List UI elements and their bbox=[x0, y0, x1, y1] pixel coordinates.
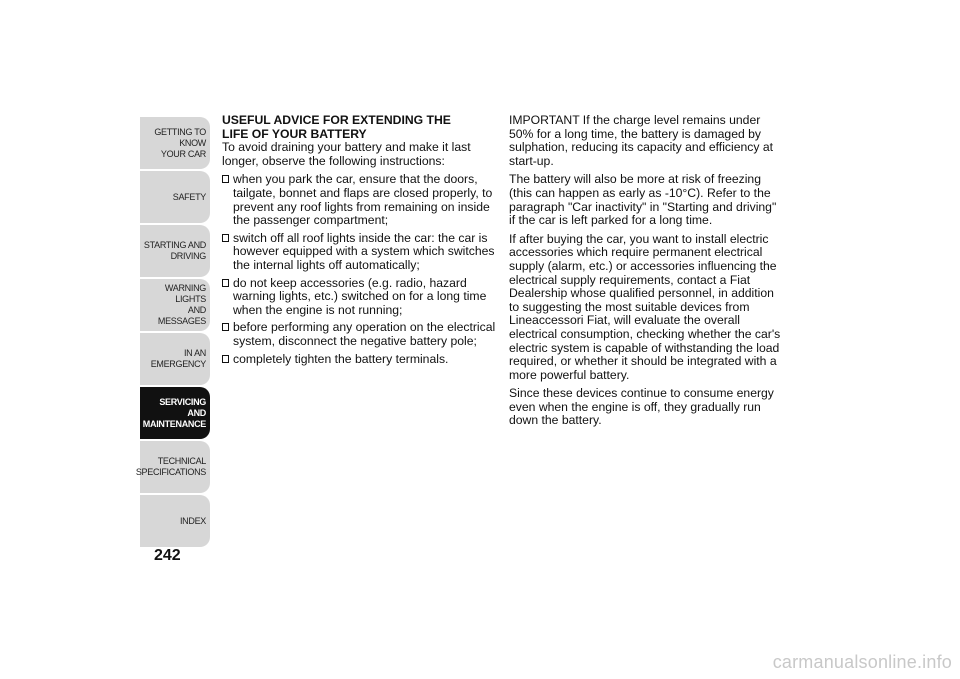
tab-label-line2: YOUR CAR bbox=[160, 148, 206, 159]
list-item bbox=[222, 173, 497, 227]
list-item bbox=[222, 353, 497, 367]
tab-label-line1: TECHNICAL bbox=[157, 456, 206, 466]
right-column bbox=[509, 114, 784, 433]
chapter-sidebar bbox=[135, 117, 210, 549]
section-heading-line1: USEFUL ADVICE FOR EXTENDING THE bbox=[222, 113, 451, 127]
checkbox-bullet-icon bbox=[222, 234, 229, 242]
list-item-text: when you park the car, ensure that the doors, tailgate, bonnet and flaps are closed properly, to prevent any roof lights from remaining on inside the passenger compartment; bbox=[233, 172, 493, 228]
intro-paragraph: To avoid draining your battery and make it last longer, observe the following instructions: bbox=[222, 140, 471, 168]
page-number: 242 bbox=[154, 547, 181, 564]
list-item bbox=[222, 321, 497, 348]
checkbox-bullet-icon bbox=[222, 279, 229, 287]
list-item bbox=[222, 277, 497, 318]
tab-safety[interactable] bbox=[140, 171, 210, 223]
section-heading bbox=[222, 114, 497, 141]
paragraph-accessories: If after buying the car, you want to install electric accessories which require permanent electrical supply (alarm, etc.) or accessories influencing the electrical supply requirements, contact a Fiat Dealership whose qualified personnel, in addition to suggesting the most suitable devices from Lineaccessori Fiat, will evaluate the overall electrical consumption, checking whether the car's electric system is capable of withstanding the load required, or whether it should be integrated with a more powerful battery. bbox=[509, 231, 781, 382]
tab-label-line2: DRIVING bbox=[170, 251, 206, 261]
tab-label-line1: GETTING TO KNOW bbox=[154, 126, 206, 148]
tab-label-line2: AND MESSAGES bbox=[157, 305, 206, 326]
tab-warning-lights-and-messages[interactable] bbox=[140, 279, 210, 331]
list-item bbox=[222, 232, 497, 273]
tab-technical-specifications[interactable] bbox=[135, 441, 210, 493]
tab-index[interactable] bbox=[140, 495, 210, 547]
tab-label-line1: WARNING LIGHTS bbox=[164, 283, 206, 304]
tab-label: SAFETY bbox=[172, 191, 206, 202]
tab-getting-to-know-your-car[interactable] bbox=[140, 117, 210, 169]
tab-label-line2: SPECIFICATIONS bbox=[135, 467, 206, 477]
checkbox-bullet-icon bbox=[222, 323, 229, 331]
tab-label-line1: STARTING AND bbox=[143, 240, 206, 250]
list-item-text: switch off all roof lights inside the car: the car is however equipped with a system which switches the internal lights off automatically; bbox=[233, 230, 495, 272]
tab-starting-and-driving[interactable] bbox=[140, 225, 210, 277]
advice-list bbox=[222, 173, 497, 366]
list-item-text: before performing any operation on the electrical system, disconnect the negative battery pole; bbox=[233, 320, 496, 348]
tab-label-line1: SERVICING AND bbox=[159, 396, 206, 418]
list-item-text: do not keep accessories (e.g. radio, hazard warning lights, etc.) switched on for a long time when the engine is not running; bbox=[233, 275, 487, 317]
paragraph-freezing: The battery will also be more at risk of freezing (this can happen as early as -10°C). Refer to the paragraph "Car inactivity" in "Starting and driving" if the car is left parked for a long time. bbox=[509, 172, 777, 228]
paragraph-important: IMPORTANT If the charge level remains under 50% for a long time, the battery is damaged by sulphation, reducing its capacity and efficiency at start-up. bbox=[509, 113, 773, 168]
tab-label: INDEX bbox=[179, 515, 206, 526]
watermark: carmanualsonline.info bbox=[772, 652, 952, 672]
left-column bbox=[222, 114, 497, 370]
tab-in-an-emergency[interactable] bbox=[140, 333, 210, 385]
tab-label-line2: MAINTENANCE bbox=[142, 418, 206, 429]
tab-label: IN AN EMERGENCY bbox=[150, 348, 206, 369]
tab-servicing-and-maintenance[interactable] bbox=[140, 387, 210, 439]
list-item-text: completely tighten the battery terminals. bbox=[233, 351, 449, 366]
paragraph-energy: Since these devices continue to consume energy even when the engine is off, they gradually run down the battery. bbox=[509, 386, 774, 428]
checkbox-bullet-icon bbox=[222, 175, 229, 183]
checkbox-bullet-icon bbox=[222, 355, 229, 363]
section-heading-line2: LIFE OF YOUR BATTERY bbox=[222, 126, 367, 141]
